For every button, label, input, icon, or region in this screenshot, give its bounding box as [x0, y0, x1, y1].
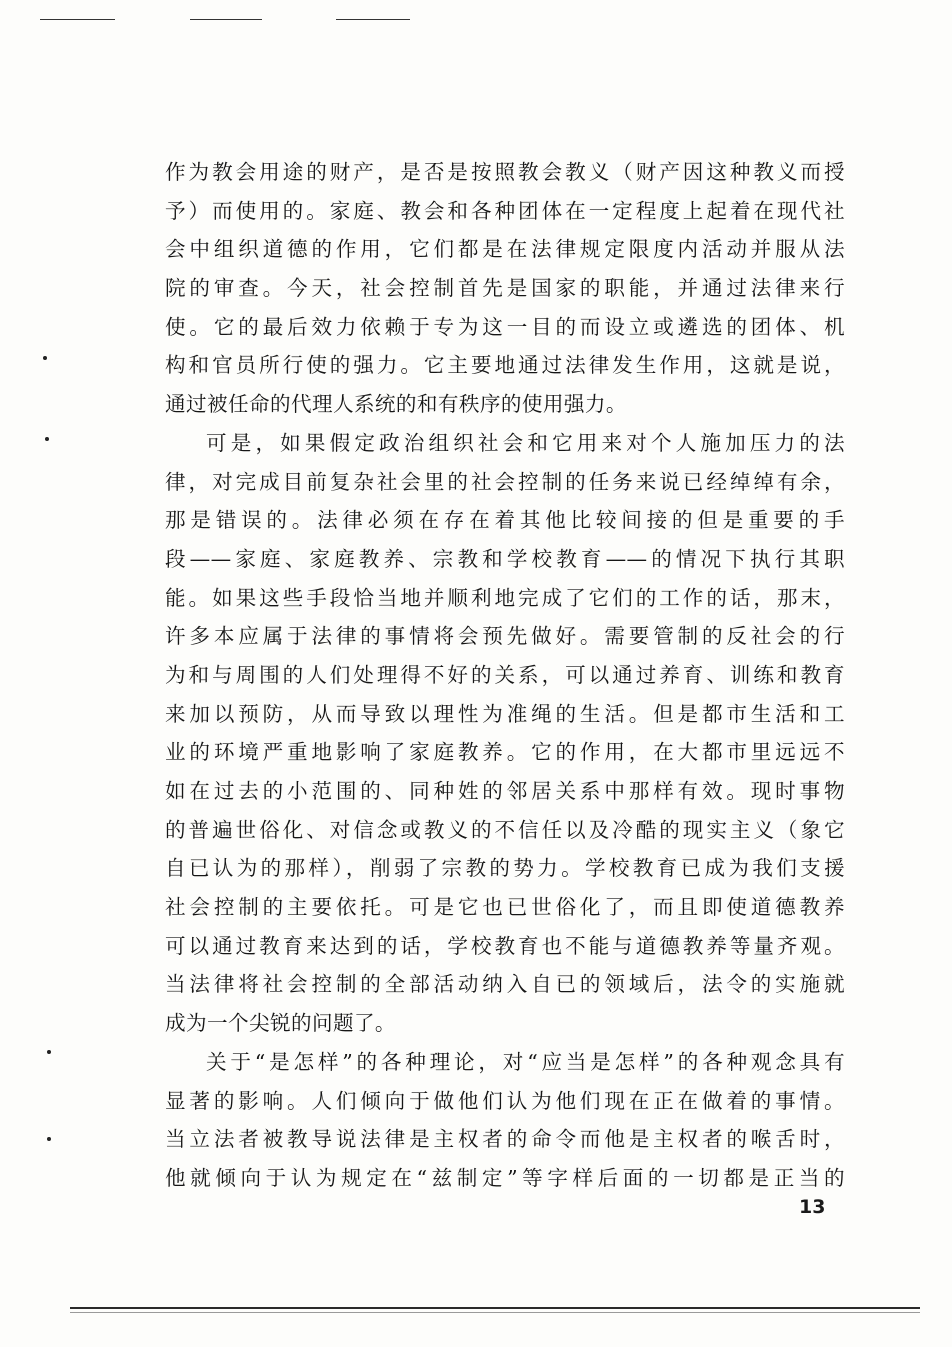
bottom-rule-thin: [70, 1312, 920, 1313]
text-line-19: 自已认为的那样），削弱了宗教的势力。学校教育已成为我们支援: [165, 856, 845, 881]
text-line-18: 的普遍世俗化、对信念或教义的不信任以及冷酷的现实主义（象它: [165, 817, 845, 842]
margin-mark: [47, 1137, 51, 1141]
text-line-9: 律，对完成目前复杂社会里的社会控制的任务来说已经绰绰有余，: [165, 469, 845, 494]
top-rule-right: [336, 19, 410, 20]
text-line-23: 成为一个尖锐的问题了。: [165, 1011, 396, 1036]
text-line-26: 当立法者被教导说法律是主权者的命令而他是主权者的喉舌时，: [165, 1127, 845, 1152]
text-line-17: 如在过去的小范围的、同种姓的邻居关系中那样有效。现时事物: [165, 779, 845, 803]
text-line-22: 当法律将社会控制的全部活动纳入自已的领域后，法令的实施就: [165, 972, 845, 997]
text-line-1: 作为教会用途的财产，是否是按照教会教义（财产因这种教义而授: [165, 160, 845, 184]
text-line-4: 院的审查。今天，社会控制首先是国家的职能，并通过法律来行: [165, 276, 845, 301]
top-rule-left: [40, 19, 115, 20]
page-number: 13: [799, 1196, 826, 1218]
body-text: [165, 153, 845, 1198]
text-line-13: 许多本应属于法律的事情将会预先做好。需要管制的反社会的行: [165, 624, 845, 649]
text-line-25: 显著的影响。人们倾向于做他们认为他们现在正在做着的事情。: [165, 1088, 845, 1113]
text-line-21: 可以通过教育来达到的话，学校教育也不能与道德教养等量齐观。: [165, 933, 845, 958]
text-line-20: 社会控制的主要依托。可是它也已世俗化了，而且即使道德教养: [165, 895, 845, 920]
text-line-11: 段——家庭、家庭教养、宗教和学校教育——的情况下执行其职: [165, 546, 845, 571]
top-rule-middle: [190, 19, 262, 20]
bottom-rule: [70, 1307, 920, 1309]
text-line-14: 为和与周围的人们处理得不好的关系，可以通过养育、训练和教育: [165, 662, 845, 687]
text-line-3: 会中组织道德的作用，它们都是在法律规定限度内活动并服从法: [165, 237, 845, 262]
text-line-16: 业的环境严重地影响了家庭教养。它的作用，在大都市里远远不: [165, 740, 845, 765]
text-line-6: 构和官员所行使的强力。它主要地通过法律发生作用，这就是说，: [165, 353, 845, 378]
text-line-15: 来加以预防，从而导致以理性为准绳的生活。但是都市生活和工: [165, 701, 845, 726]
text-line-2: 予）而使用的。家庭、教会和各种团体在一定程度上起着在现代社: [165, 198, 845, 223]
text-line-10: 那是错误的。法律必须在存在着其他比较间接的但是重要的手: [165, 508, 845, 533]
margin-mark: [45, 437, 49, 441]
text-line-24: 关于“是怎样”的各种理论，对“应当是怎样”的各种观念具有: [206, 1049, 845, 1074]
text-line-5: 使。它的最后效力依赖于专为这一目的而设立或遴选的团体、机: [165, 314, 845, 339]
text-line-7: 通过被任命的代理人系统的和有秩序的使用强力。: [165, 392, 627, 417]
margin-mark: [47, 1050, 51, 1054]
text-line-8: 可是，如果假定政治组织社会和它用来对个人施加压力的法: [206, 430, 845, 455]
margin-mark: [43, 356, 47, 360]
text-line-12: 能。如果这些手段恰当地并顺利地完成了它们的工作的话，那末，: [165, 585, 845, 610]
text-line-27: 他就倾向于认为规定在“兹制定”等字样后面的一切都是正当的: [165, 1165, 845, 1190]
